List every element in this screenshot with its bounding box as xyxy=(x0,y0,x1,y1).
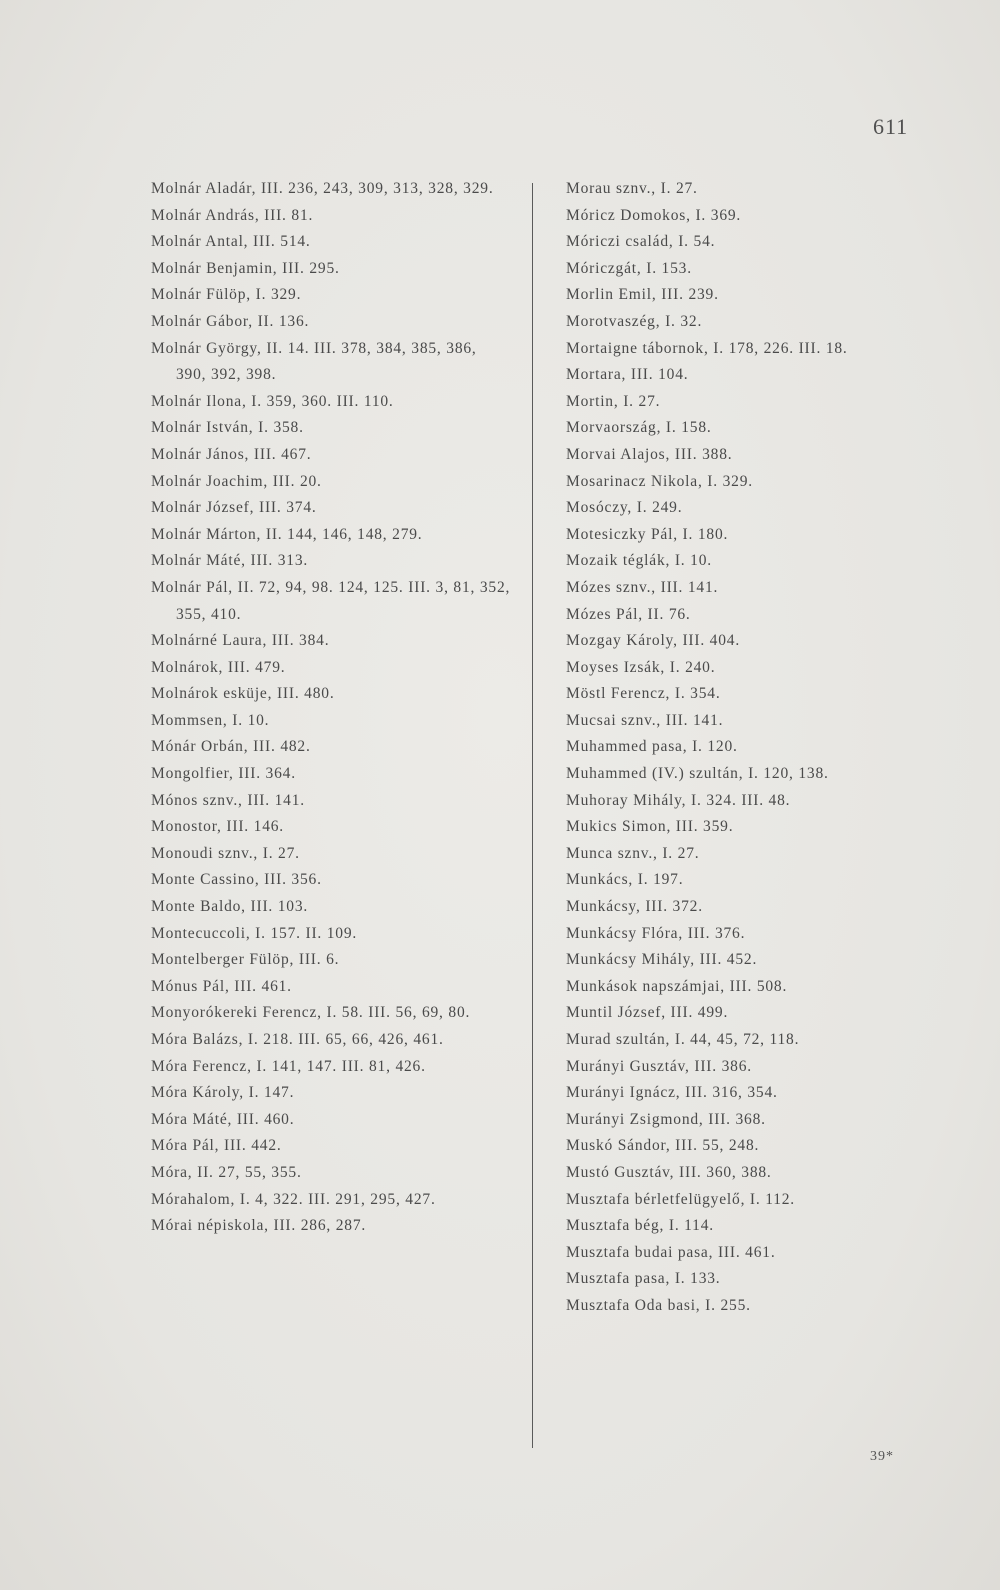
index-entry: Molnár Benjamin, III. 295. xyxy=(151,259,340,277)
index-entry: Mustó Gusztáv, III. 360, 388. xyxy=(566,1163,772,1181)
index-entry: Mórai népiskola, III. 286, 287. xyxy=(151,1217,367,1235)
index-entry: Móra Balázs, I. 218. III. 65, 66, 426, 461. xyxy=(151,1031,444,1048)
index-entry: Molnárné Laura, III. 384. xyxy=(151,632,330,650)
index-entry: Monte Cassino, III. 356. xyxy=(151,871,322,889)
index-entry: Molnár Máté, III. 313. xyxy=(151,552,309,570)
index-entry: Molnár Gábor, II. 136. xyxy=(151,312,310,330)
page-number: 611 xyxy=(873,114,909,139)
index-entry: Mónos sznv., III. 141. xyxy=(151,791,305,809)
index-entry: Molnár Ilona, I. 359, 360. III. 110. xyxy=(151,392,394,410)
index-entry: Morlin Emil, III. 239. xyxy=(566,286,719,304)
index-entry: Morotvaszég, I. 32. xyxy=(566,312,703,330)
index-entry: Mortara, III. 104. xyxy=(566,366,689,384)
index-entry: Molnár János, III. 467. xyxy=(151,445,312,463)
index-entry: Móra Máté, III. 460. xyxy=(151,1110,295,1128)
index-entry: Molnár József, III. 374. xyxy=(151,499,317,517)
index-entry: Monostor, III. 146. xyxy=(151,818,284,836)
index-entry: Munkács, I. 197. xyxy=(566,871,684,889)
index-entry: Mónár Orbán, III. 482. xyxy=(151,738,311,756)
index-entry: Molnár Pál, II. 72, 94, 98. 124, 125. III. 3, 81, 352, 355, 410. xyxy=(151,578,511,623)
index-entry: Möstl Ferencz, I. 354. xyxy=(566,685,721,703)
index-entry: Muskó Sándor, III. 55, 248. xyxy=(566,1137,760,1155)
index-entry: Monyorókereki Ferencz, I. 58. III. 56, 69, 80. xyxy=(151,1004,471,1022)
index-entry: Mórahalom, I. 4, 322. III. 291, 295, 427. xyxy=(151,1190,436,1208)
index-entry: Musztafa budai pasa, III. 461. xyxy=(566,1243,776,1261)
index-entry: Motesiczky Pál, I. 180. xyxy=(566,525,729,543)
index-entry: Mózes Pál, II. 76. xyxy=(566,605,691,623)
index-entry: Móra Ferencz, I. 141, 147. III. 81, 426. xyxy=(151,1057,426,1075)
index-entry: Mosóczy, I. 249. xyxy=(566,499,683,517)
index-entry: Molnár Antal, III. 514. xyxy=(151,233,311,251)
index-entry: Mortaigne tábornok, I. 178, 226. III. 18. xyxy=(566,339,848,357)
signature-mark: 39* xyxy=(870,1449,894,1464)
index-entry: Munkácsy, III. 372. xyxy=(566,898,703,916)
index-entry: Molnár Aladár, III. 236, 243, 309, 313, 328, 329. xyxy=(151,180,494,197)
index-entry: Mozaik téglák, I. 10. xyxy=(566,552,712,570)
index-entry: Móriczgát, I. 153. xyxy=(566,259,692,277)
index-entry: Muhammed pasa, I. 120. xyxy=(566,738,738,756)
index-entry: Móricz Domokos, I. 369. xyxy=(566,206,742,224)
index-entry: Mongolfier, III. 364. xyxy=(151,765,296,783)
index-entry: Molnár István, I. 358. xyxy=(151,419,304,437)
index-entry: Monoudi sznv., I. 27. xyxy=(151,844,300,862)
index-entry: Moyses Izsák, I. 240. xyxy=(566,658,716,676)
index-entry: Munkácsy Flóra, III. 376. xyxy=(566,924,746,942)
index-entry: Mónus Pál, III. 461. xyxy=(151,977,292,995)
index-entry: Montecuccoli, I. 157. II. 109. xyxy=(151,924,358,942)
index-entry: Mommsen, I. 10. xyxy=(151,711,270,729)
index-entry: Móra, II. 27, 55, 355. xyxy=(151,1163,302,1181)
index-entry: Monte Baldo, III. 103. xyxy=(151,898,309,916)
index-entry: Murányi Ignácz, III. 316, 354. xyxy=(566,1084,778,1102)
index-entry: Molnár Márton, II. 144, 146, 148, 279. xyxy=(151,525,423,543)
index-entry: Mortin, I. 27. xyxy=(566,392,661,410)
index-entry: Molnár György, II. 14. III. 378, 384, 385, 386, 390, 392, 398. xyxy=(151,339,477,384)
index-entry: Mukics Simon, III. 359. xyxy=(566,818,734,836)
index-entry: Musztafa bég, I. 114. xyxy=(566,1217,714,1235)
index-entry: Molnár András, III. 81. xyxy=(151,206,314,224)
index-column-left xyxy=(151,176,511,1240)
index-entry: Molnár Joachim, III. 20. xyxy=(151,472,322,490)
index-entry: Molnárok esküje, III. 480. xyxy=(151,685,335,703)
index-entry: Musztafa pasa, I. 133. xyxy=(566,1270,721,1288)
index-entry: Mosarinacz Nikola, I. 329. xyxy=(566,472,753,490)
index-entry: Mucsai sznv., III. 141. xyxy=(566,711,724,729)
index-entry: Murányi Gusztáv, III. 386. xyxy=(566,1057,752,1075)
index-entry: Munca sznv., I. 27. xyxy=(566,844,700,862)
index-entry: Munkások napszámjai, III. 508. xyxy=(566,977,788,995)
index-entry: Móra Károly, I. 147. xyxy=(151,1084,295,1102)
index-column-right xyxy=(566,176,936,1320)
index-entry: Munkácsy Mihály, III. 452. xyxy=(566,951,758,969)
index-entry: Morvaország, I. 158. xyxy=(566,419,712,437)
index-entry: Móra Pál, III. 442. xyxy=(151,1137,282,1155)
index-entry: Mozgay Károly, III. 404. xyxy=(566,632,741,650)
index-entry: Muhammed (IV.) szultán, I. 120, 138. xyxy=(566,765,829,783)
index-entry: Murad szultán, I. 44, 45, 72, 118. xyxy=(566,1031,800,1048)
index-entry: Montelberger Fülöp, III. 6. xyxy=(151,951,340,969)
index-entry: Móriczi család, I. 54. xyxy=(566,233,716,251)
index-entry: Muhoray Mihály, I. 324. III. 48. xyxy=(566,791,791,809)
index-entry: Molnár Fülöp, I. 329. xyxy=(151,286,302,304)
index-entry: Mózes sznv., III. 141. xyxy=(566,578,719,596)
column-divider xyxy=(532,183,533,1448)
index-entry: Morvai Alajos, III. 388. xyxy=(566,445,733,463)
index-entry: Muntil József, III. 499. xyxy=(566,1004,729,1022)
index-entry: Molnárok, III. 479. xyxy=(151,658,286,676)
index-entry: Morau sznv., I. 27. xyxy=(566,180,698,197)
index-entry: Musztafa Oda basi, I. 255. xyxy=(566,1296,751,1314)
index-entry: Murányi Zsigmond, III. 368. xyxy=(566,1110,766,1128)
index-entry: Musztafa bérletfelügyelő, I. 112. xyxy=(566,1190,795,1208)
